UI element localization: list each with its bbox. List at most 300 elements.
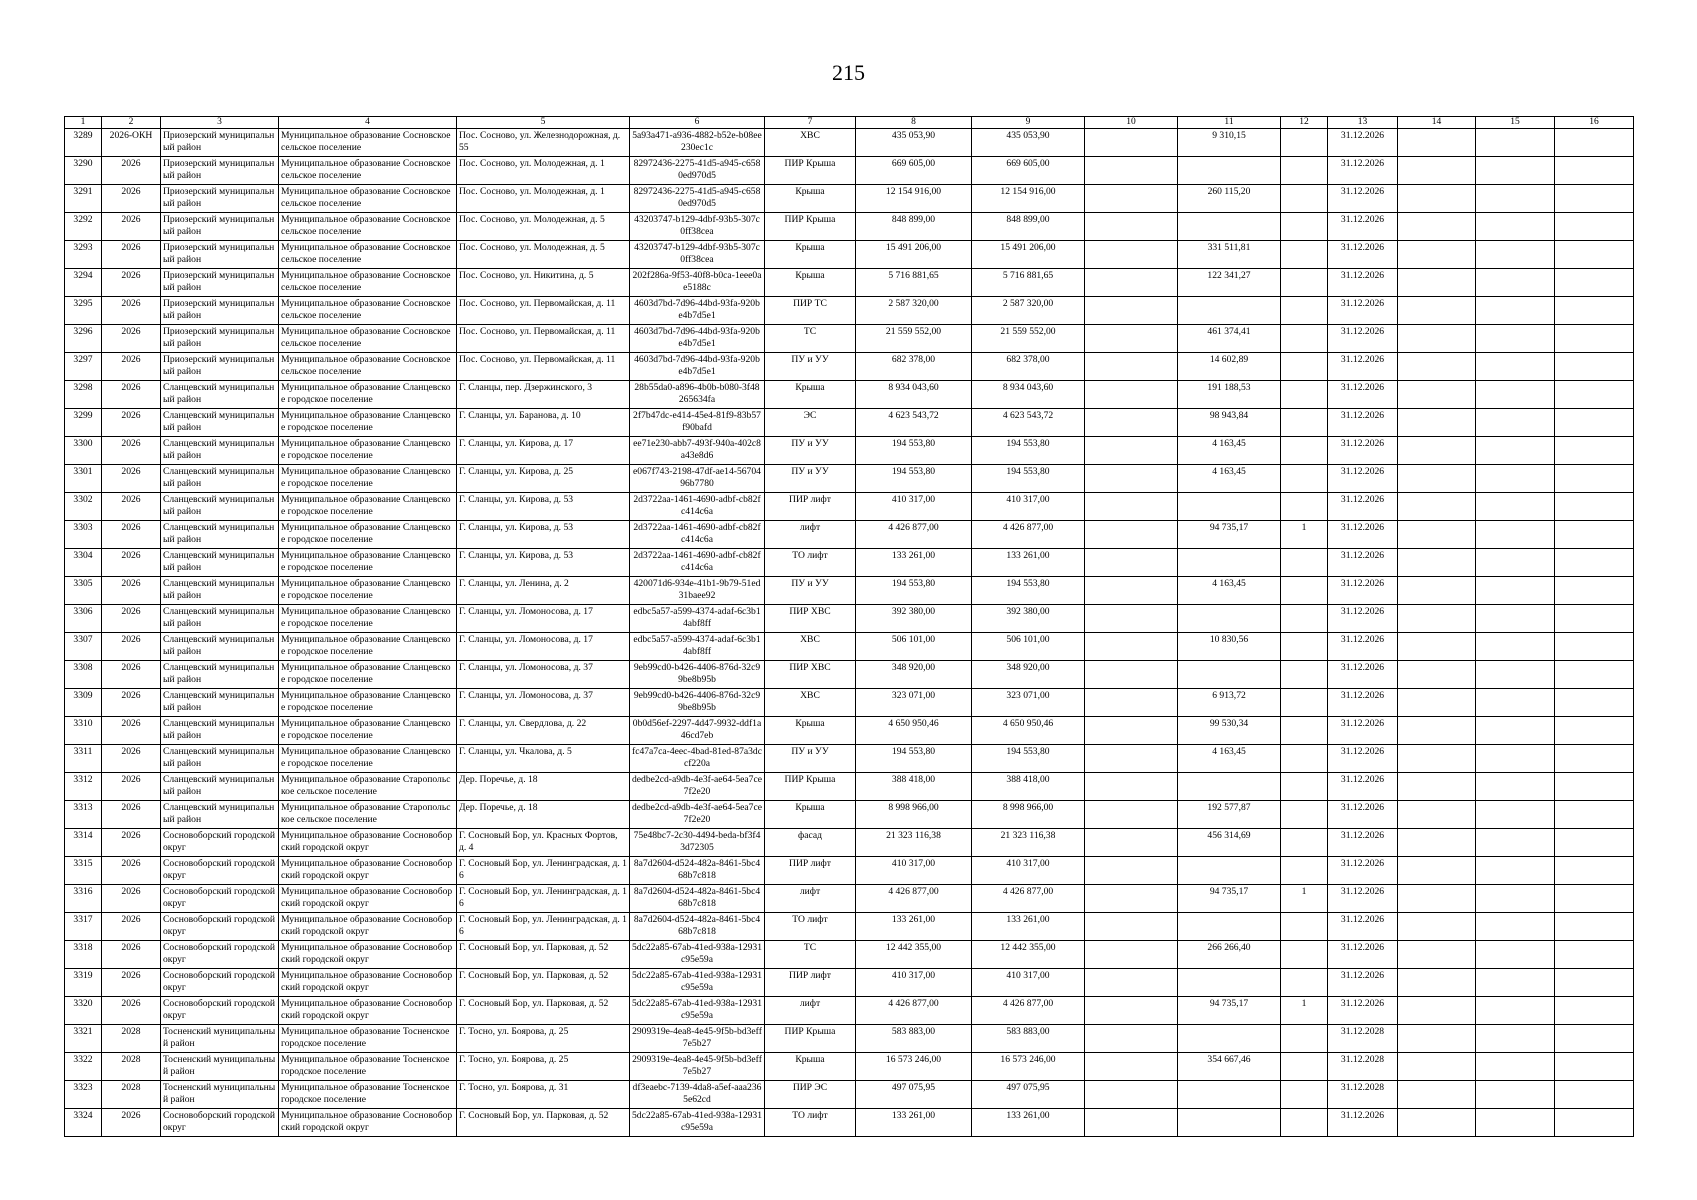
cell-house-guid: 8a7d2604-d524-482a-8461-5bc468b7c818 [630,885,765,913]
cell-column-12: 1 [1281,521,1328,549]
cell-column-12 [1281,773,1328,801]
cell-completion-date: 31.12.2026 [1328,521,1398,549]
column-header-14: 14 [1398,117,1476,129]
cell-column-11: 4 163,45 [1178,465,1281,493]
cell-year: 2026 [102,353,161,381]
cell-column-14 [1398,633,1476,661]
cell-column-12 [1281,129,1328,157]
table-row [65,213,1634,241]
cell-house-guid: df3eaebc-7139-4da8-a5ef-aaa2365e62cd [630,1081,765,1109]
cell-work-type: ЭС [765,409,856,437]
cell-completion-date: 31.12.2026 [1328,941,1398,969]
cell-cost-fund: 133 261,00 [972,1109,1085,1137]
cell-district: Сланцевский муниципальный район [161,437,279,465]
cell-column-10 [1085,437,1178,465]
cell-column-14 [1398,157,1476,185]
cell-completion-date: 31.12.2026 [1328,437,1398,465]
column-header-1: 1 [65,117,102,129]
cell-row-number: 3301 [65,465,102,493]
cell-column-10 [1085,269,1178,297]
cell-column-16 [1555,661,1634,689]
cell-column-14 [1398,605,1476,633]
cell-column-12 [1281,801,1328,829]
cell-row-number: 3318 [65,941,102,969]
cell-district: Сланцевский муниципальный район [161,773,279,801]
cell-column-14 [1398,885,1476,913]
cell-address: Г. Сланцы, ул. Кирова, д. 53 [457,549,630,577]
cell-address: Г. Сланцы, ул. Кирова, д. 53 [457,521,630,549]
cell-address: Г. Сланцы, ул. Чкалова, д. 5 [457,745,630,773]
cell-row-number: 3317 [65,913,102,941]
cell-year: 2026 [102,577,161,605]
cell-row-number: 3306 [65,605,102,633]
cell-year: 2026 [102,773,161,801]
cell-work-type: ХВС [765,633,856,661]
cell-column-16 [1555,913,1634,941]
cell-municipality: Муниципальное образование Старопольское сельское поселение [279,773,457,801]
cell-cost-total: 323 071,00 [856,689,972,717]
cell-house-guid: 9eb99cd0-b426-4406-876d-32c99be8b95b [630,661,765,689]
table-row [65,381,1634,409]
cell-year: 2026 [102,409,161,437]
cell-cost-fund: 21 559 552,00 [972,325,1085,353]
cell-house-guid: 43203747-b129-4dbf-93b5-307c0ff38cea [630,241,765,269]
cell-work-type: Крыша [765,801,856,829]
cell-row-number: 3294 [65,269,102,297]
cell-column-15 [1476,1025,1555,1053]
column-header-12: 12 [1281,117,1328,129]
cell-column-11 [1178,297,1281,325]
cell-municipality: Муниципальное образование Сосновоборский городской округ [279,997,457,1025]
cell-cost-fund: 4 426 877,00 [972,521,1085,549]
cell-year: 2026 [102,493,161,521]
cell-district: Сланцевский муниципальный район [161,661,279,689]
cell-municipality: Муниципальное образование Сланцевское городское поселение [279,661,457,689]
cell-column-11: 260 115,20 [1178,185,1281,213]
cell-address: Г. Сосновый Бор, ул. Парковая, д. 52 [457,969,630,997]
cell-cost-fund: 388 418,00 [972,773,1085,801]
cell-column-11 [1178,913,1281,941]
cell-cost-total: 388 418,00 [856,773,972,801]
cell-column-14 [1398,269,1476,297]
cell-house-guid: 75e48bc7-2c30-4494-beda-bf3f43d72305 [630,829,765,857]
cell-column-16 [1555,689,1634,717]
cell-address: Пос. Сосново, ул. Молодежная, д. 1 [457,185,630,213]
cell-column-16 [1555,1081,1634,1109]
cell-row-number: 3291 [65,185,102,213]
cell-district: Сланцевский муниципальный район [161,689,279,717]
cell-work-type: ТО лифт [765,549,856,577]
cell-column-12 [1281,941,1328,969]
cell-work-type: лифт [765,521,856,549]
cell-column-10 [1085,549,1178,577]
cell-column-14 [1398,1081,1476,1109]
cell-address: Г. Сланцы, ул. Кирова, д. 25 [457,465,630,493]
cell-row-number: 3324 [65,1109,102,1137]
cell-house-guid: 43203747-b129-4dbf-93b5-307c0ff38cea [630,213,765,241]
cell-cost-fund: 16 573 246,00 [972,1053,1085,1081]
cell-cost-fund: 497 075,95 [972,1081,1085,1109]
cell-column-12 [1281,1053,1328,1081]
column-header-2: 2 [102,117,161,129]
table-row [65,297,1634,325]
cell-row-number: 3305 [65,577,102,605]
table-row [65,325,1634,353]
cell-municipality: Муниципальное образование Сланцевское городское поселение [279,689,457,717]
cell-column-16 [1555,325,1634,353]
cell-cost-total: 348 920,00 [856,661,972,689]
cell-work-type: Крыша [765,1053,856,1081]
cell-column-15 [1476,773,1555,801]
cell-column-10 [1085,157,1178,185]
cell-address: Пос. Сосново, ул. Молодежная, д. 1 [457,157,630,185]
cell-column-14 [1398,185,1476,213]
cell-column-10 [1085,297,1178,325]
cell-district: Приозерский муниципальный район [161,325,279,353]
cell-cost-total: 682 378,00 [856,353,972,381]
cell-municipality: Муниципальное образование Сосновское сельское поселение [279,353,457,381]
cell-municipality: Муниципальное образование Сосновоборский городской округ [279,941,457,969]
cell-house-guid: 8a7d2604-d524-482a-8461-5bc468b7c818 [630,857,765,885]
cell-column-15 [1476,997,1555,1025]
cell-cost-total: 848 899,00 [856,213,972,241]
cell-column-16 [1555,353,1634,381]
cell-cost-total: 12 442 355,00 [856,941,972,969]
cell-municipality: Муниципальное образование Сланцевское городское поселение [279,465,457,493]
cell-column-14 [1398,745,1476,773]
cell-house-guid: 5dc22a85-67ab-41ed-938a-12931c95e59a [630,1109,765,1137]
cell-house-guid: fc47a7ca-4eec-4bad-81ed-87a3dccf220a [630,745,765,773]
table-row [65,941,1634,969]
cell-row-number: 3319 [65,969,102,997]
cell-work-type: Крыша [765,185,856,213]
cell-district: Тосненский муниципальный район [161,1081,279,1109]
cell-column-14 [1398,829,1476,857]
cell-column-11: 461 374,41 [1178,325,1281,353]
cell-cost-fund: 410 317,00 [972,493,1085,521]
cell-completion-date: 31.12.2026 [1328,465,1398,493]
cell-column-15 [1476,745,1555,773]
cell-cost-fund: 12 442 355,00 [972,941,1085,969]
cell-column-14 [1398,325,1476,353]
cell-district: Сланцевский муниципальный район [161,381,279,409]
cell-district: Сосновоборский городской округ [161,969,279,997]
cell-column-16 [1555,885,1634,913]
cell-column-12: 1 [1281,997,1328,1025]
cell-column-10 [1085,773,1178,801]
cell-municipality: Муниципальное образование Сланцевское городское поселение [279,549,457,577]
cell-year: 2026 [102,885,161,913]
cell-municipality: Муниципальное образование Сосновоборский городской округ [279,1109,457,1137]
cell-column-10 [1085,801,1178,829]
cell-row-number: 3299 [65,409,102,437]
cell-completion-date: 31.12.2026 [1328,885,1398,913]
cell-completion-date: 31.12.2026 [1328,325,1398,353]
cell-completion-date: 31.12.2026 [1328,213,1398,241]
cell-column-11: 4 163,45 [1178,577,1281,605]
cell-column-10 [1085,1053,1178,1081]
table-row [65,465,1634,493]
cell-municipality: Муниципальное образование Сосновское сельское поселение [279,185,457,213]
cell-column-15 [1476,661,1555,689]
cell-district: Приозерский муниципальный район [161,353,279,381]
cell-row-number: 3298 [65,381,102,409]
cell-work-type: ПИР Крыша [765,213,856,241]
column-header-16: 16 [1555,117,1634,129]
cell-column-11: 456 314,69 [1178,829,1281,857]
cell-column-11: 94 735,17 [1178,521,1281,549]
cell-year: 2026 [102,661,161,689]
cell-address: Пос. Сосново, ул. Молодежная, д. 5 [457,213,630,241]
cell-column-16 [1555,493,1634,521]
cell-cost-fund: 506 101,00 [972,633,1085,661]
table-row [65,1109,1634,1137]
cell-house-guid: 82972436-2275-41d5-a945-c6580ed970d5 [630,185,765,213]
cell-column-16 [1555,801,1634,829]
cell-work-type: ТО лифт [765,913,856,941]
cell-column-11 [1178,969,1281,997]
cell-house-guid: ee71e230-abb7-493f-940a-402c8a43e8d6 [630,437,765,465]
cell-column-16 [1555,157,1634,185]
cell-column-11: 94 735,17 [1178,997,1281,1025]
cell-column-14 [1398,773,1476,801]
cell-column-15 [1476,241,1555,269]
cell-column-16 [1555,745,1634,773]
cell-completion-date: 31.12.2026 [1328,157,1398,185]
cell-column-12 [1281,633,1328,661]
cell-column-11: 98 943,84 [1178,409,1281,437]
cell-year: 2026 [102,857,161,885]
cell-municipality: Муниципальное образование Сосновское сельское поселение [279,157,457,185]
cell-cost-fund: 4 426 877,00 [972,885,1085,913]
cell-column-16 [1555,549,1634,577]
cell-column-15 [1476,1053,1555,1081]
cell-cost-fund: 194 553,80 [972,437,1085,465]
cell-column-16 [1555,1109,1634,1137]
cell-column-15 [1476,325,1555,353]
table-row [65,409,1634,437]
cell-column-12 [1281,381,1328,409]
cell-address: Г. Сосновый Бор, ул. Красных Фортов, д. 4 [457,829,630,857]
table-row [65,241,1634,269]
cell-house-guid: 2d3722aa-1461-4690-adbf-cb82fc414c6a [630,521,765,549]
cell-completion-date: 31.12.2026 [1328,773,1398,801]
cell-column-11 [1178,1025,1281,1053]
cell-cost-fund: 12 154 916,00 [972,185,1085,213]
cell-address: Г. Сланцы, пер. Дзержинского, 3 [457,381,630,409]
cell-cost-fund: 2 587 320,00 [972,297,1085,325]
cell-column-12 [1281,745,1328,773]
cell-cost-fund: 410 317,00 [972,857,1085,885]
cell-year: 2026 [102,941,161,969]
cell-column-16 [1555,605,1634,633]
cell-column-12 [1281,241,1328,269]
table-row [65,913,1634,941]
cell-column-12 [1281,661,1328,689]
cell-cost-total: 4 426 877,00 [856,521,972,549]
cell-column-10 [1085,381,1178,409]
cell-completion-date: 31.12.2026 [1328,745,1398,773]
column-header-10: 10 [1085,117,1178,129]
cell-column-14 [1398,577,1476,605]
cell-cost-fund: 435 053,90 [972,129,1085,157]
cell-municipality: Муниципальное образование Сланцевское городское поселение [279,717,457,745]
cell-column-12 [1281,437,1328,465]
cell-column-14 [1398,913,1476,941]
cell-column-10 [1085,353,1178,381]
cell-column-15 [1476,633,1555,661]
cell-cost-total: 410 317,00 [856,969,972,997]
header-row [65,117,1634,129]
cell-column-15 [1476,941,1555,969]
column-header-7: 7 [765,117,856,129]
cell-year: 2026 [102,913,161,941]
cell-column-10 [1085,185,1178,213]
cell-column-16 [1555,465,1634,493]
cell-cost-total: 497 075,95 [856,1081,972,1109]
cell-row-number: 3320 [65,997,102,1025]
cell-column-14 [1398,381,1476,409]
cell-column-15 [1476,157,1555,185]
cell-column-16 [1555,717,1634,745]
cell-completion-date: 31.12.2026 [1328,409,1398,437]
cell-address: Дер. Поречье, д. 18 [457,773,630,801]
cell-work-type: ПУ и УУ [765,745,856,773]
cell-row-number: 3310 [65,717,102,745]
cell-district: Тосненский муниципальный район [161,1025,279,1053]
cell-column-10 [1085,941,1178,969]
cell-district: Сланцевский муниципальный район [161,549,279,577]
cell-cost-fund: 669 605,00 [972,157,1085,185]
cell-row-number: 3290 [65,157,102,185]
cell-work-type: ПУ и УУ [765,437,856,465]
cell-completion-date: 31.12.2026 [1328,129,1398,157]
cell-column-15 [1476,969,1555,997]
cell-house-guid: dedbe2cd-a9db-4e3f-ae64-5ea7ce7f2e20 [630,773,765,801]
cell-district: Сосновоборский городской округ [161,997,279,1025]
cell-column-10 [1085,1081,1178,1109]
cell-cost-fund: 8 998 966,00 [972,801,1085,829]
cell-row-number: 3300 [65,437,102,465]
cell-address: Г. Сланцы, ул. Ломоносова, д. 17 [457,605,630,633]
cell-house-guid: 8a7d2604-d524-482a-8461-5bc468b7c818 [630,913,765,941]
cell-house-guid: 2909319e-4ea8-4e45-9f5b-bd3eff7e5b27 [630,1025,765,1053]
cell-municipality: Муниципальное образование Сосновское сельское поселение [279,297,457,325]
cell-municipality: Муниципальное образование Сланцевское городское поселение [279,381,457,409]
table-row [65,129,1634,157]
cell-column-12 [1281,577,1328,605]
cell-work-type: ПИР ХВС [765,605,856,633]
cell-municipality: Муниципальное образование Сосновское сельское поселение [279,269,457,297]
cell-district: Сланцевский муниципальный район [161,409,279,437]
cell-district: Приозерский муниципальный район [161,213,279,241]
cell-municipality: Муниципальное образование Сланцевское городское поселение [279,745,457,773]
cell-house-guid: 4603d7bd-7d96-44bd-93fa-920be4b7d5e1 [630,297,765,325]
cell-column-15 [1476,297,1555,325]
cell-column-10 [1085,409,1178,437]
cell-cost-total: 4 426 877,00 [856,885,972,913]
cell-cost-total: 4 650 950,46 [856,717,972,745]
cell-address: Г. Тосно, ул. Боярова, д. 25 [457,1053,630,1081]
table-row [65,689,1634,717]
cell-column-15 [1476,185,1555,213]
cell-column-15 [1476,353,1555,381]
cell-house-guid: 2909319e-4ea8-4e45-9f5b-bd3eff7e5b27 [630,1053,765,1081]
page-number: 215 [832,60,865,85]
cell-column-10 [1085,885,1178,913]
cell-column-14 [1398,409,1476,437]
cell-row-number: 3314 [65,829,102,857]
cell-column-11: 191 188,53 [1178,381,1281,409]
cell-cost-fund: 348 920,00 [972,661,1085,689]
cell-address: Г. Сланцы, ул. Кирова, д. 17 [457,437,630,465]
cell-cost-total: 583 883,00 [856,1025,972,1053]
cell-completion-date: 31.12.2026 [1328,549,1398,577]
cell-cost-total: 669 605,00 [856,157,972,185]
cell-column-11 [1178,1081,1281,1109]
cell-column-14 [1398,801,1476,829]
cell-completion-date: 31.12.2026 [1328,577,1398,605]
cell-work-type: ПУ и УУ [765,577,856,605]
cell-district: Сланцевский муниципальный район [161,801,279,829]
cell-year: 2026 [102,381,161,409]
cell-work-type: ХВС [765,689,856,717]
cell-cost-total: 5 716 881,65 [856,269,972,297]
cell-row-number: 3309 [65,689,102,717]
cell-cost-total: 133 261,00 [856,913,972,941]
cell-cost-fund: 323 071,00 [972,689,1085,717]
column-header-15: 15 [1476,117,1555,129]
cell-column-11: 4 163,45 [1178,745,1281,773]
cell-column-10 [1085,633,1178,661]
cell-completion-date: 31.12.2026 [1328,801,1398,829]
cell-column-10 [1085,325,1178,353]
cell-column-16 [1555,1025,1634,1053]
cell-column-10 [1085,997,1178,1025]
table-row [65,745,1634,773]
cell-house-guid: 202f286a-9f53-40f8-b0ca-1eee0ae5188c [630,269,765,297]
table-row [65,185,1634,213]
cell-cost-fund: 15 491 206,00 [972,241,1085,269]
table-row [65,157,1634,185]
cell-address: Г. Сланцы, ул. Ломоносова, д. 37 [457,661,630,689]
cell-column-10 [1085,213,1178,241]
cell-completion-date: 31.12.2026 [1328,633,1398,661]
cell-house-guid: e067f743-2198-47df-ae14-5670496b7780 [630,465,765,493]
cell-address: Г. Сосновый Бор, ул. Парковая, д. 52 [457,1109,630,1137]
cell-work-type: ПИР лифт [765,857,856,885]
cell-row-number: 3295 [65,297,102,325]
cell-column-16 [1555,829,1634,857]
cell-column-11: 4 163,45 [1178,437,1281,465]
cell-column-10 [1085,689,1178,717]
cell-column-15 [1476,549,1555,577]
cell-column-12 [1281,353,1328,381]
cell-column-10 [1085,969,1178,997]
table-row [65,521,1634,549]
cell-completion-date: 31.12.2026 [1328,241,1398,269]
cell-column-15 [1476,493,1555,521]
cell-completion-date: 31.12.2026 [1328,269,1398,297]
cell-municipality: Муниципальное образование Сосновское сельское поселение [279,129,457,157]
cell-cost-fund: 194 553,80 [972,465,1085,493]
cell-column-10 [1085,913,1178,941]
cell-column-16 [1555,437,1634,465]
cell-column-14 [1398,661,1476,689]
cell-column-12 [1281,689,1328,717]
cell-column-10 [1085,745,1178,773]
cell-year: 2026 [102,157,161,185]
